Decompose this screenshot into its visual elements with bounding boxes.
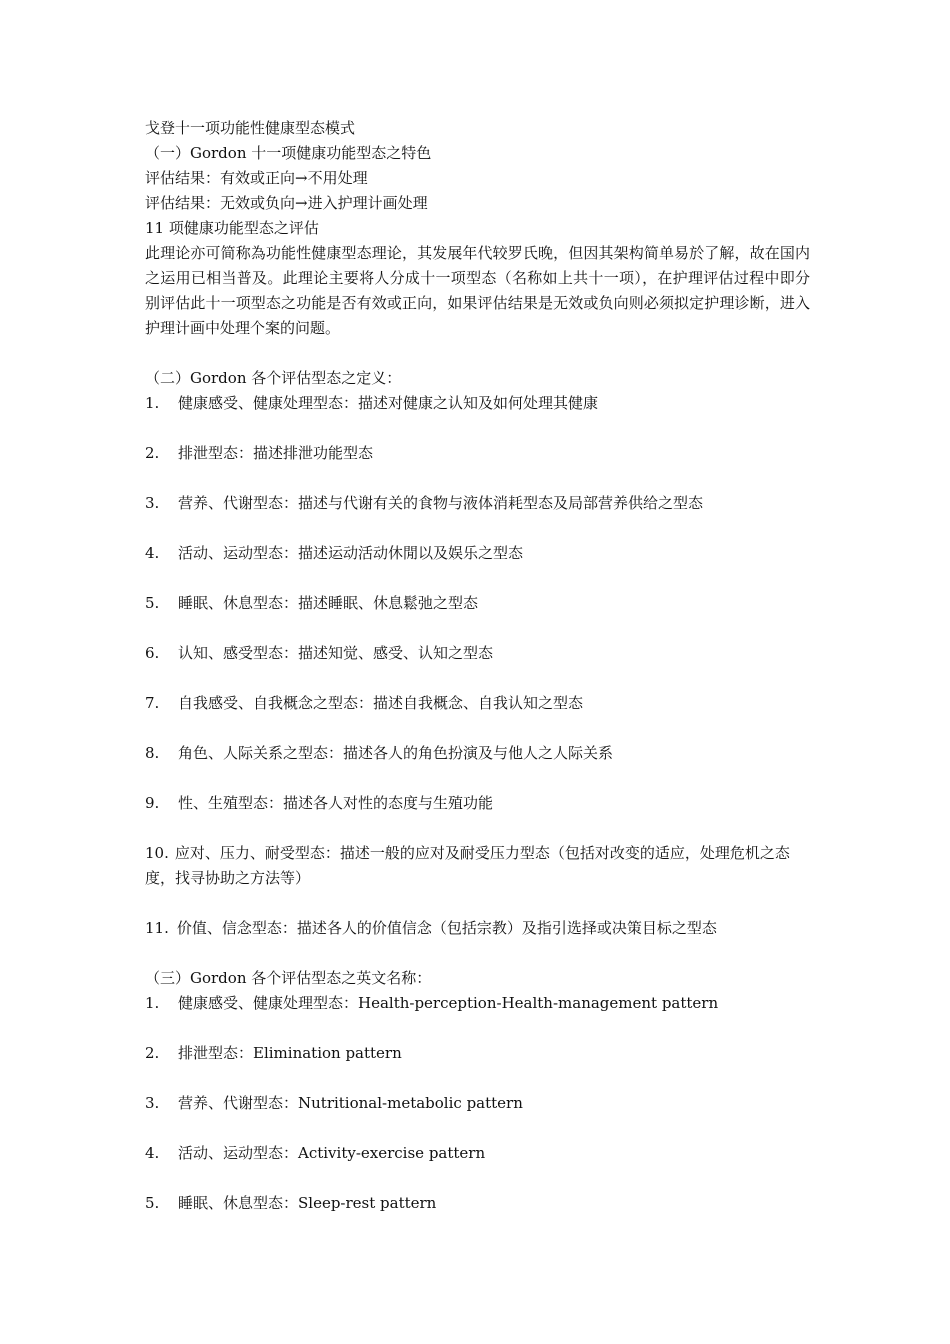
item-number: 5.: [145, 594, 160, 612]
item-text: 营养、代谢型态：Nutritional-metabolic pattern: [178, 1094, 523, 1112]
definition-item-4: [145, 541, 810, 566]
spacer: [145, 466, 810, 491]
spacer: [145, 516, 810, 541]
english-name-item-2: [145, 1041, 810, 1066]
item-text: 排泄型态：描述排泄功能型态: [178, 444, 374, 462]
item-text: 活动、运动型态：描述运动活动休閒以及娱乐之型态: [178, 544, 524, 562]
item-number: 8.: [145, 744, 160, 762]
item-text: 自我感受、自我概念之型态：描述自我概念、自我认知之型态: [178, 694, 584, 712]
definition-item-3: [145, 491, 810, 516]
item-number: 5.: [145, 1194, 160, 1212]
definition-item-10: [145, 841, 810, 891]
spacer: [145, 666, 810, 691]
spacer: [145, 766, 810, 791]
item-text: 价值、信念型态：描述各人的价值信念（包括宗教）及指引选择或决策目标之型态: [176, 919, 717, 937]
definition-item-2: [145, 441, 810, 466]
english-name-item-1: [145, 991, 810, 1016]
english-name-item-4: [145, 1141, 810, 1166]
section-3-title: （三）Gordon 各个评估型态之英文名称：: [145, 969, 432, 987]
spacer: [145, 616, 810, 641]
section-1-title: （一）Gordon 十一项健康功能型态之特色: [145, 144, 432, 162]
item-number: 3.: [145, 494, 160, 512]
item-text: 睡眠、休息型态：Sleep-rest pattern: [178, 1194, 437, 1212]
item-text: 健康感受、健康处理型态：Health-perception-Health-management pattern: [178, 994, 719, 1012]
spacer: [145, 891, 810, 916]
result-ineffective-line: 评估结果：无效或负向→进入护理计画处理: [145, 194, 428, 212]
item-text: 排泄型态：Elimination pattern: [178, 1044, 402, 1062]
english-name-item-5: [145, 1191, 810, 1216]
item-number: 2.: [145, 1044, 160, 1062]
item-text: 性、生殖型态：描述各人对性的态度与生殖功能: [178, 794, 494, 812]
spacer: [145, 1116, 810, 1141]
definition-item-11: [145, 916, 810, 941]
definition-item-5: [145, 591, 810, 616]
spacer: [145, 941, 810, 966]
item-number: 7.: [145, 694, 160, 712]
definition-item-9: [145, 791, 810, 816]
item-text: 角色、人际关系之型态：描述各人的角色扮演及与他人之人际关系: [178, 744, 614, 762]
result-effective-line: 评估结果：有效或正向→不用处理: [145, 169, 368, 187]
item-text: 营养、代谢型态：描述与代谢有关的食物与液体消耗型态及局部营养供给之型态: [178, 494, 704, 512]
item-number: 3.: [145, 1094, 160, 1112]
spacer: [145, 416, 810, 441]
item-number: 1.: [145, 994, 160, 1012]
document-page: [145, 116, 810, 1216]
item-number: 4.: [145, 544, 160, 562]
item-text: 健康感受、健康处理型态：描述对健康之认知及如何处理其健康: [178, 394, 599, 412]
spacer: [145, 341, 810, 366]
item-number: 9.: [145, 794, 160, 812]
item-number: 10.: [145, 844, 169, 862]
section-2-title: （二）Gordon 各个评估型态之定义：: [145, 369, 402, 387]
item-text: 活动、运动型态：Activity-exercise pattern: [178, 1144, 486, 1162]
item-text: 认知、感受型态：描述知觉、感受、认知之型态: [178, 644, 494, 662]
evaluation-heading: 11 项健康功能型态之评估: [145, 219, 319, 237]
item-number: 6.: [145, 644, 160, 662]
item-number: 1.: [145, 394, 160, 412]
spacer: [145, 566, 810, 591]
definition-item-7: [145, 691, 810, 716]
item-text: 睡眠、休息型态：描述睡眠、休息鬆弛之型态: [178, 594, 479, 612]
definition-item-6: [145, 641, 810, 666]
spacer: [145, 1166, 810, 1191]
spacer: [145, 816, 810, 841]
item-number: 11.: [145, 919, 169, 937]
spacer: [145, 716, 810, 741]
definition-item-1: [145, 391, 810, 416]
item-number: 2.: [145, 444, 160, 462]
definition-item-8: [145, 741, 810, 766]
item-number: 4.: [145, 1144, 160, 1162]
english-name-item-3: [145, 1091, 810, 1116]
document-title: 戈登十一项功能性健康型态模式: [145, 119, 356, 137]
spacer: [145, 1016, 810, 1041]
intro-paragraph: 此理论亦可简称為功能性健康型态理论，其发展年代较罗氏晚，但因其架构简单易於了解，故在国内之运用已相当普及。此理论主要将人分成十一项型态（名称如上共十一项），在护理评估过程中即分别评估此十一项型态之功能是否有效或正向，如果评估结果是无效或负向则必须拟定护理诊断，进入护理计画中处理个案的问题。: [145, 244, 810, 337]
spacer: [145, 1066, 810, 1091]
item-text: 应对、压力、耐受型态：描述一般的应对及耐受压力型态（包括对改变的适应，处理危机之态度，找寻协助之方法等）: [145, 844, 790, 887]
